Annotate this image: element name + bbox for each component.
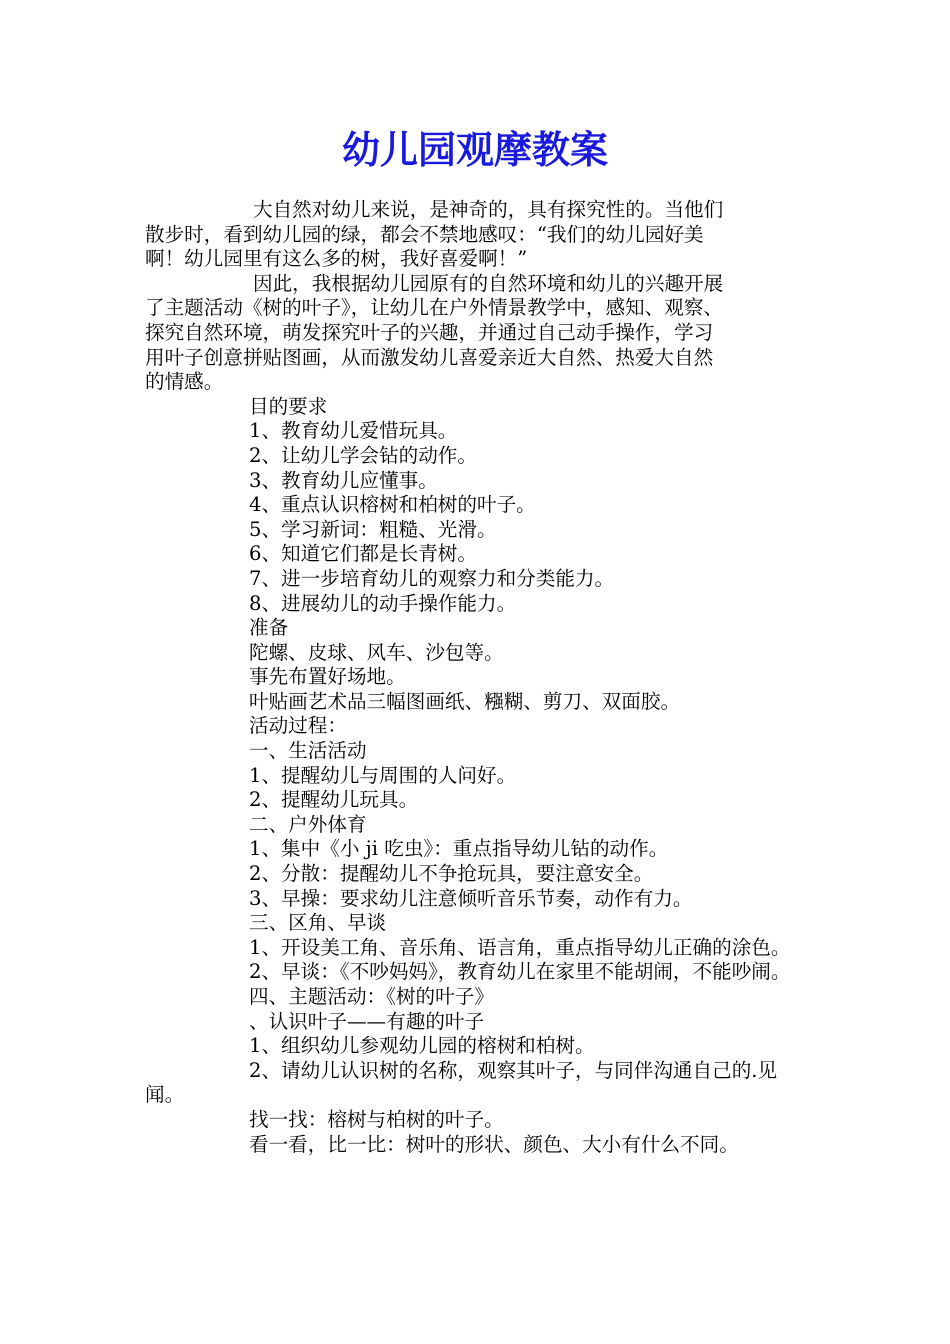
intro-line: 大自然对幼儿来说，是神奇的，具有探究性的。当他们 — [253, 198, 724, 221]
goal-item: 4、重点认识榕树和柏树的叶子。 — [249, 493, 536, 517]
prep-item: 叶贴画艺术品三幅图画纸、糨糊、剪刀、双面胶。 — [249, 689, 681, 713]
section-item: 2、分散：提醒幼儿不争抢玩具，要注意安全。 — [249, 862, 654, 886]
process-heading: 活动过程： — [249, 714, 347, 738]
goal-item: 5、学习新词：粗糙、光滑。 — [249, 517, 497, 541]
purpose-line: 的情感。 — [145, 370, 224, 394]
section-item: 2、早谈：《不吵妈妈》，教育幼儿在家里不能胡闹，不能吵闹。 — [249, 960, 791, 984]
goals-heading: 目的要求 — [249, 394, 328, 418]
section-heading: 三、区角、早谈 — [249, 911, 387, 935]
goal-item: 6、知道它们都是长青树。 — [249, 542, 477, 566]
purpose-line: 了主题活动《树的叶子》，让幼儿在户外情景教学中，感知、观察、 — [145, 296, 724, 320]
page-title: 幼儿园观摩教案 — [341, 128, 608, 172]
section-item: 1、组织幼儿参观幼儿园的榕树和柏树。 — [249, 1034, 595, 1058]
goal-item: 7、进一步培育幼儿的观察力和分类能力。 — [249, 566, 615, 590]
prep-item: 事先布置好场地。 — [249, 665, 406, 689]
section-item: 找一找：榕树与柏树的叶子。 — [249, 1107, 504, 1131]
section-item: 3、早操：要求幼儿注意倾听音乐节奏，动作有力。 — [249, 886, 693, 910]
section-item: 2、请幼儿认识树的名称，观察其叶子，与同伴沟通自己的.见闻。 — [145, 1058, 778, 1107]
prep-item: 陀螺、皮球、风车、沙包等。 — [249, 640, 504, 664]
section-subheading: 、认识叶子——有趣的叶子 — [249, 1009, 485, 1033]
goal-item: 1、教育幼儿爱惜玩具。 — [249, 419, 458, 443]
intro-line: 散步时，看到幼儿园的绿，都会不禁地感叹：“我们的幼儿园好美 — [145, 222, 704, 246]
section-heading: 二、户外体育 — [249, 812, 367, 836]
goal-item: 8、进展幼儿的动手操作能力。 — [249, 591, 517, 615]
section-item: 看一看，比一比：树叶的形状、颜色、大小有什么不同。 — [249, 1132, 739, 1156]
prep-heading: 准备 — [249, 616, 289, 640]
section-item: 1、提醒幼儿与周围的人问好。 — [249, 763, 517, 787]
purpose-line: 用叶子创意拼贴图画，从而激发幼儿喜爱亲近大自然、热爱大自然 — [145, 345, 714, 369]
intro-line: 啊！幼儿园里有这么多的树，我好喜爱啊！” — [145, 247, 528, 271]
goal-item: 3、教育幼儿应懂事。 — [249, 468, 438, 492]
section-item: 1、开设美工角、音乐角、语言角，重点指导幼儿正确的涂色。 — [249, 935, 791, 959]
purpose-line: 因此，我根据幼儿园原有的自然环境和幼儿的兴趣开展 — [253, 271, 724, 295]
section-item: 2、提醒幼儿玩具。 — [249, 788, 419, 812]
purpose-line: 探究自然环境，萌发探究叶子的兴趣，并通过自己动手操作，学习 — [145, 320, 714, 344]
section-item: 1、集中《小 ji 吃虫》：重点指导幼儿钻的动作。 — [249, 837, 669, 861]
goal-item: 2、让幼儿学会钻的动作。 — [249, 443, 477, 467]
document-body — [145, 198, 810, 1157]
section-heading: 四、主题活动：《树的叶子》 — [249, 985, 494, 1008]
section-heading: 一、生活活动 — [249, 739, 367, 763]
